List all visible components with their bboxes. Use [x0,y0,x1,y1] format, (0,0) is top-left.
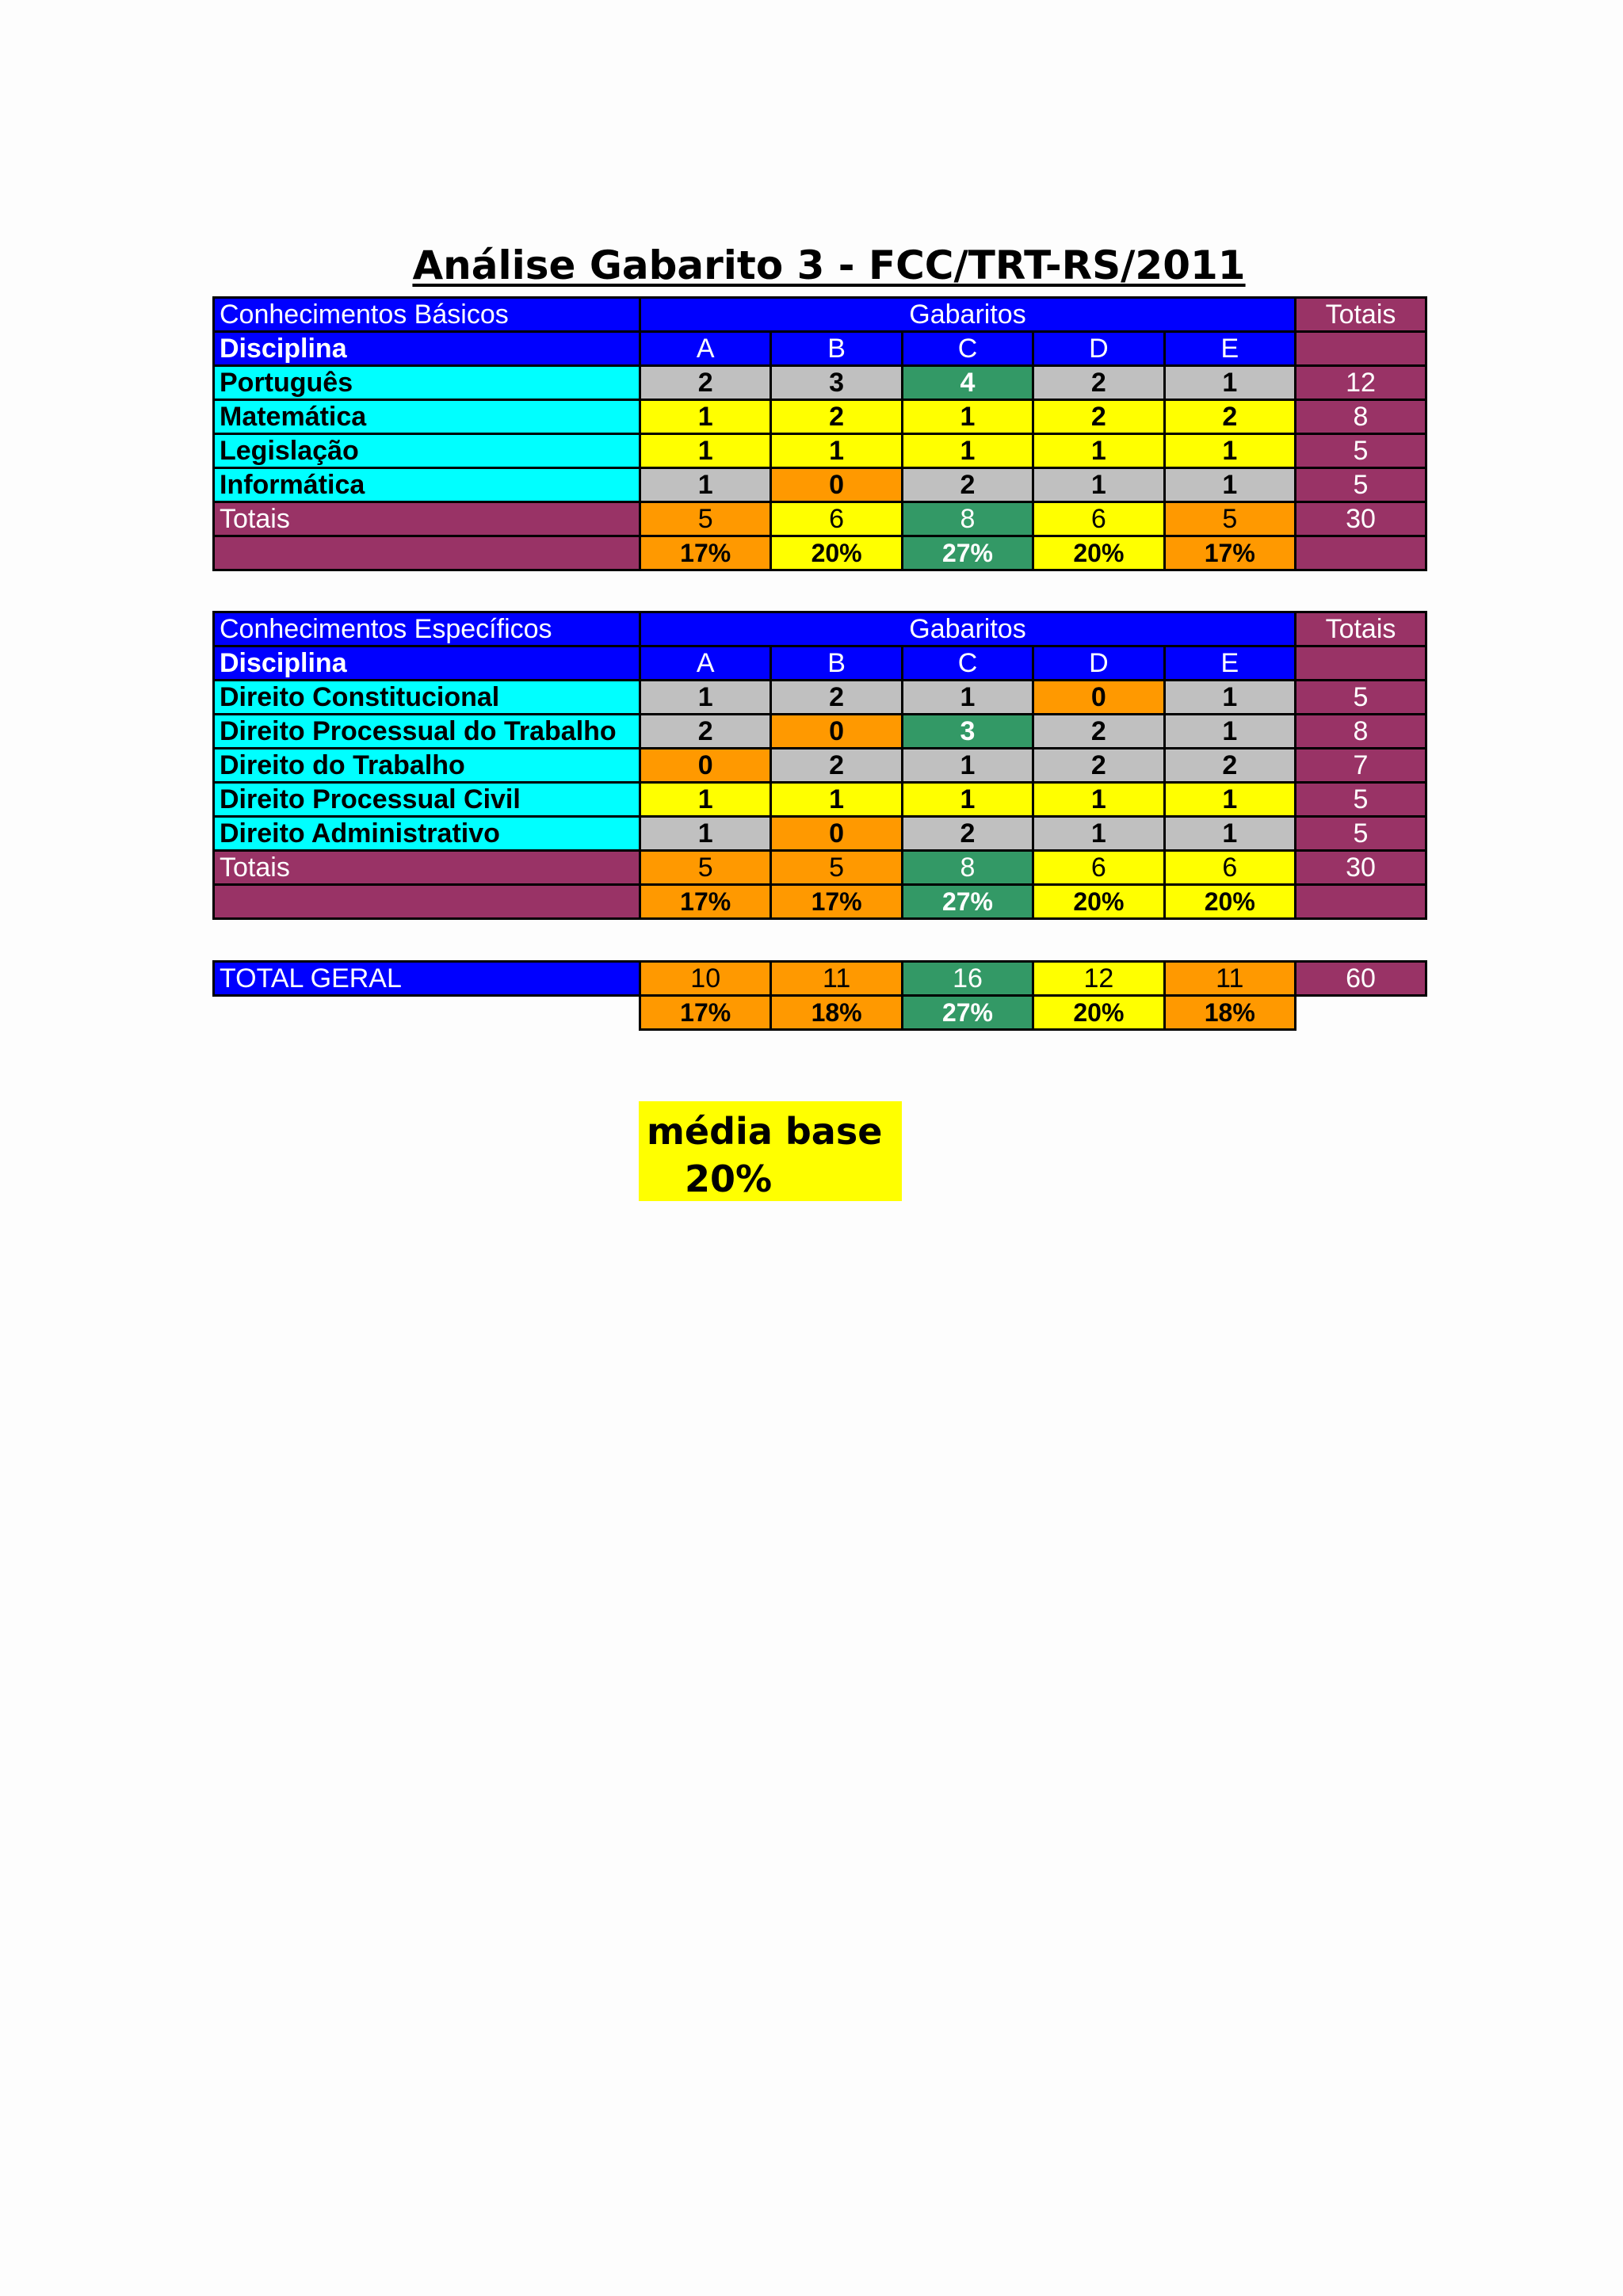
column-total: 5 [640,502,771,536]
letter-header: B [771,332,902,366]
answer-count: 2 [902,817,1033,851]
total-geral-pct: 17% [640,996,771,1030]
answer-count: 1 [1164,434,1295,468]
answer-count: 1 [1033,434,1164,468]
table-header-row [214,612,1426,646]
answer-count: 1 [1033,817,1164,851]
column-percent: 20% [1164,885,1295,919]
page-title: Análise Gabarito 3 - FCC/TRT-RS/2011 [412,242,1246,288]
answer-count: 2 [771,749,902,783]
totais-empty-cell [1296,646,1426,681]
gabaritos-header: Gabaritos [640,612,1296,646]
answer-count: 1 [771,434,902,468]
media-base-label: média base [647,1110,883,1153]
column-percent: 27% [902,536,1033,570]
column-percent: 17% [640,536,771,570]
answer-count: 1 [640,681,771,715]
answer-count: 0 [771,817,902,851]
empty-cell [214,536,640,570]
answer-count: 2 [640,715,771,749]
letter-header: A [640,646,771,681]
disciplina-name: Português [214,366,640,400]
letter-header: C [902,646,1033,681]
row-total: 5 [1296,817,1426,851]
row-total: 5 [1296,681,1426,715]
answer-count: 0 [640,749,771,783]
empty-cell [214,885,640,919]
totais-row [214,502,1426,536]
column-percent: 17% [640,885,771,919]
letter-header: C [902,332,1033,366]
letter-header: A [640,332,771,366]
column-percent: 17% [1164,536,1295,570]
table-row [214,715,1426,749]
answer-count: 1 [640,400,771,434]
column-total: 6 [1033,851,1164,885]
answer-count: 4 [902,366,1033,400]
letter-header: E [1164,646,1295,681]
answer-count: 1 [1164,817,1295,851]
table-row [214,366,1426,400]
column-total: 8 [902,502,1033,536]
answer-count: 3 [771,366,902,400]
disciplina-name: Legislação [214,434,640,468]
disciplina-name: Informática [214,468,640,502]
disciplina-name: Direito Processual do Trabalho [214,715,640,749]
answer-count: 2 [902,468,1033,502]
answer-count: 0 [771,468,902,502]
section-label: Conhecimentos Específicos [214,612,640,646]
gabaritos-header: Gabaritos [640,298,1296,332]
table-row [214,434,1426,468]
disciplina-header-row [214,332,1426,366]
column-percent: 20% [1033,885,1164,919]
answer-count: 1 [902,749,1033,783]
answer-count: 2 [640,366,771,400]
total-geral-pct-row [214,996,1426,1030]
letter-header: E [1164,332,1295,366]
answer-count: 2 [1033,366,1164,400]
empty-cell [1296,996,1426,1030]
disciplina-name: Direito Processual Civil [214,783,640,817]
total-geral-pct: 20% [1033,996,1164,1030]
row-total: 12 [1296,366,1426,400]
row-total: 7 [1296,749,1426,783]
total-geral-pct: 18% [1164,996,1295,1030]
disciplina-header-row [214,646,1426,681]
table-total-geral [212,960,1427,1031]
answer-count: 2 [1164,749,1295,783]
grand-total: 30 [1296,502,1426,536]
empty-cell [214,996,640,1030]
total-geral-value: 12 [1033,962,1164,996]
row-total: 5 [1296,468,1426,502]
section-label: Conhecimentos Básicos [214,298,640,332]
totais-empty-cell [1296,332,1426,366]
column-total: 6 [1164,851,1295,885]
column-percent: 20% [771,536,902,570]
letter-header: D [1033,646,1164,681]
table-row [214,749,1426,783]
total-geral-pct: 18% [771,996,902,1030]
answer-count: 1 [771,783,902,817]
total-geral-row [214,962,1426,996]
empty-cell [1296,885,1426,919]
answer-count: 3 [902,715,1033,749]
total-geral-value: 11 [1164,962,1295,996]
totais-header: Totais [1296,298,1426,332]
disciplina-name: Direito Constitucional [214,681,640,715]
totais-label: Totais [214,851,640,885]
answer-count: 1 [1164,468,1295,502]
total-geral-label: TOTAL GERAL [214,962,640,996]
table-header-row [214,298,1426,332]
answer-count: 2 [1033,400,1164,434]
answer-count: 1 [1164,681,1295,715]
column-total: 5 [640,851,771,885]
answer-count: 2 [1033,715,1164,749]
column-total: 8 [902,851,1033,885]
table-row [214,783,1426,817]
percent-row [214,885,1426,919]
answer-count: 1 [640,817,771,851]
table-row [214,400,1426,434]
answer-count: 1 [1164,366,1295,400]
row-total: 5 [1296,783,1426,817]
answer-count: 1 [1164,715,1295,749]
answer-count: 0 [1033,681,1164,715]
column-total: 6 [1033,502,1164,536]
table-row [214,681,1426,715]
column-percent: 27% [902,885,1033,919]
row-total: 8 [1296,400,1426,434]
answer-count: 2 [1164,400,1295,434]
total-geral-total: 60 [1296,962,1426,996]
media-base-value: 20% [685,1158,773,1200]
total-geral-value: 11 [771,962,902,996]
disciplina-name: Direito Administrativo [214,817,640,851]
total-geral-pct: 27% [902,996,1033,1030]
total-geral-value: 16 [902,962,1033,996]
disciplina-name: Direito do Trabalho [214,749,640,783]
table-row [214,817,1426,851]
column-percent: 20% [1033,536,1164,570]
disciplina-header: Disciplina [214,646,640,681]
empty-cell [1296,536,1426,570]
column-total: 5 [771,851,902,885]
answer-count: 1 [640,468,771,502]
answer-count: 2 [1033,749,1164,783]
totais-header: Totais [1296,612,1426,646]
answer-count: 0 [771,715,902,749]
percent-row [214,536,1426,570]
grand-total: 30 [1296,851,1426,885]
row-total: 8 [1296,715,1426,749]
letter-header: B [771,646,902,681]
media-base-box [639,1101,902,1201]
answer-count: 1 [640,434,771,468]
answer-count: 1 [1164,783,1295,817]
totais-label: Totais [214,502,640,536]
answer-count: 1 [1033,783,1164,817]
letter-header: D [1033,332,1164,366]
total-geral-value: 10 [640,962,771,996]
answer-count: 2 [771,681,902,715]
answer-count: 1 [640,783,771,817]
table-conhecimentos-basicos [212,296,1427,571]
answer-count: 2 [771,400,902,434]
row-total: 5 [1296,434,1426,468]
answer-count: 1 [902,681,1033,715]
table-row [214,468,1426,502]
column-total: 5 [1164,502,1295,536]
disciplina-name: Matemática [214,400,640,434]
totais-row [214,851,1426,885]
answer-count: 1 [902,783,1033,817]
answer-count: 1 [1033,468,1164,502]
table-conhecimentos-especificos [212,611,1427,920]
disciplina-header: Disciplina [214,332,640,366]
answer-count: 1 [902,400,1033,434]
answer-count: 1 [902,434,1033,468]
column-total: 6 [771,502,902,536]
column-percent: 17% [771,885,902,919]
